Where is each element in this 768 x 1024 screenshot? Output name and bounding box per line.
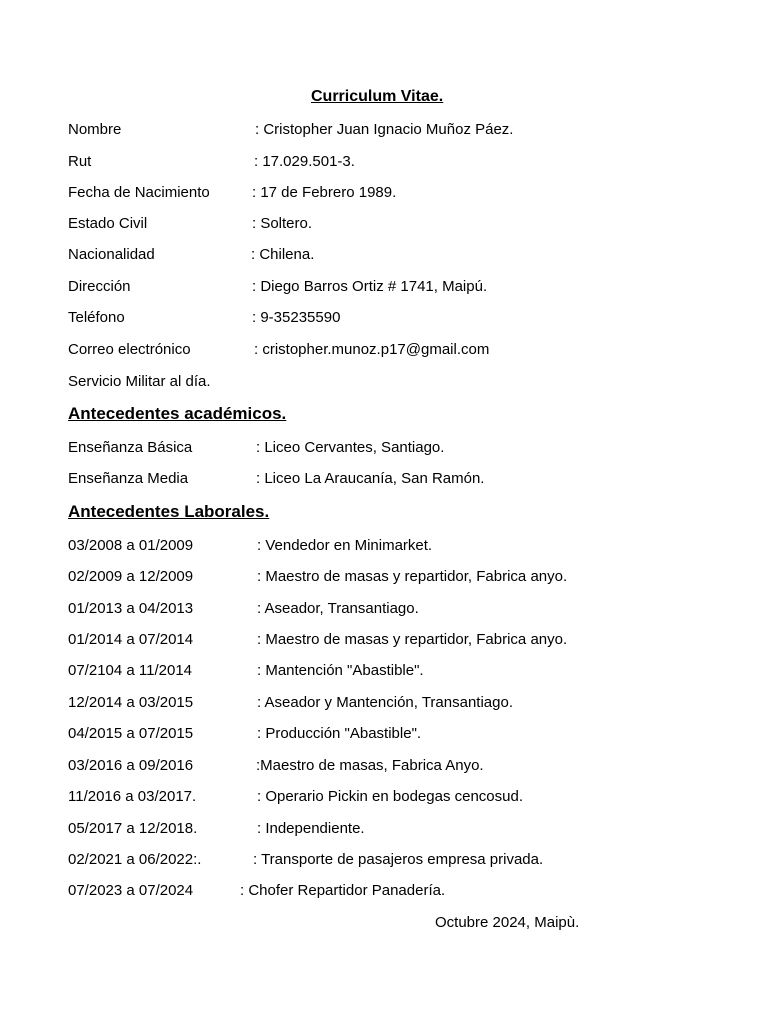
academic-label-basica: Enseñanza Básica xyxy=(68,439,193,456)
academic-label-media: Enseñanza Media xyxy=(68,470,189,487)
section-heading-academic: Antecedentes académicos. xyxy=(68,404,287,423)
work-period: 12/2014 a 03/2015 xyxy=(68,694,194,711)
personal-label-fecha-nacimiento: Fecha de Nacimiento xyxy=(68,184,210,201)
academic-value-basica: : Liceo Cervantes, Santiago. xyxy=(256,439,445,456)
work-period: 07/2023 a 07/2024 xyxy=(68,882,194,899)
work-period: 01/2013 a 04/2013 xyxy=(68,600,194,617)
work-period: 11/2016 a 03/2017. xyxy=(68,788,197,805)
work-period: 02/2009 a 12/2009 xyxy=(68,568,194,585)
personal-label-correo: Correo electrónico xyxy=(68,341,191,358)
work-period: 03/2016 a 09/2016 xyxy=(68,757,194,774)
personal-value-rut: : 17.029.501-3. xyxy=(254,153,355,170)
work-description: : Independiente. xyxy=(257,820,365,837)
personal-label-telefono: Teléfono xyxy=(68,309,125,326)
work-description: : Maestro de masas y repartidor, Fabrica anyo. xyxy=(257,631,568,648)
work-description: :Maestro de masas, Fabrica Anyo. xyxy=(256,757,484,774)
work-description: : Mantención "Abastible". xyxy=(257,662,424,679)
work-period: 03/2008 a 01/2009 xyxy=(68,537,194,554)
place-date-footer: Octubre 2024, Maipù. xyxy=(435,914,580,931)
personal-label-nacionalidad: Nacionalidad xyxy=(68,246,155,263)
personal-label-nombre: Nombre xyxy=(68,121,122,138)
section-heading-work: Antecedentes Laborales. xyxy=(68,502,270,521)
personal-value-nacionalidad: : Chilena. xyxy=(251,246,315,263)
personal-label-estado-civil: Estado Civil xyxy=(68,215,148,232)
work-description: : Maestro de masas y repartidor, Fabrica anyo. xyxy=(257,568,568,585)
work-description: : Operario Pickin en bodegas cencosud. xyxy=(257,788,523,805)
personal-value-direccion: : Diego Barros Ortiz # 1741, Maipú. xyxy=(252,278,488,295)
work-period: 02/2021 a 06/2022:. xyxy=(68,851,202,868)
work-description: : Producción "Abastible". xyxy=(257,725,422,742)
personal-value-estado-civil: : Soltero. xyxy=(252,215,313,232)
work-period: 07/2104 a 11/2014 xyxy=(68,662,193,679)
work-period: 01/2014 a 07/2014 xyxy=(68,631,194,648)
work-description: : Aseador y Mantención, Transantiago. xyxy=(257,694,513,711)
work-description: : Vendedor en Minimarket. xyxy=(257,537,433,554)
work-description: : Transporte de pasajeros empresa privada. xyxy=(253,851,544,868)
work-description: : Aseador, Transantiago. xyxy=(257,600,419,617)
work-description: : Chofer Repartidor Panadería. xyxy=(240,882,446,899)
personal-label-rut: Rut xyxy=(68,153,92,170)
academic-value-media: : Liceo La Araucanía, San Ramón. xyxy=(256,470,485,487)
personal-value-nombre: : Cristopher Juan Ignacio Muñoz Páez. xyxy=(255,121,514,138)
document-title: Curriculum Vitae. xyxy=(311,88,444,105)
work-period: 05/2017 a 12/2018. xyxy=(68,820,198,837)
work-period: 04/2015 a 07/2015 xyxy=(68,725,194,742)
personal-value-telefono: : 9-35235590 xyxy=(252,309,341,326)
personal-value-fecha-nacimiento: : 17 de Febrero 1989. xyxy=(252,184,397,201)
personal-value-correo: : cristopher.munoz.p17@gmail.com xyxy=(254,341,490,358)
personal-label-direccion: Dirección xyxy=(68,278,131,295)
military-service-note: Servicio Militar al día. xyxy=(68,373,211,390)
